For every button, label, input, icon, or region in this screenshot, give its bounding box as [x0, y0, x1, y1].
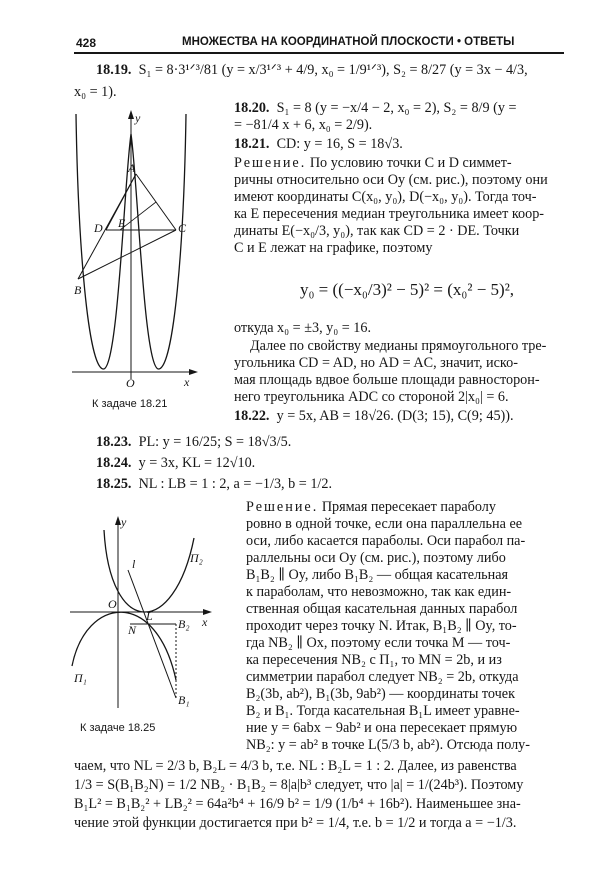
page-number: 428: [76, 36, 97, 50]
solution-line: раллельны оси Oy (см. рис.), поэтому либо: [246, 550, 506, 566]
label-x: x: [202, 615, 208, 629]
solution-line: C и E лежат на графике, поэтому: [234, 240, 433, 256]
label-C: C: [178, 221, 187, 235]
solution-line: ка E пересечения медиан треугольника имеет коор-: [234, 206, 545, 222]
solution-text: По условию точки C и D симмет-: [309, 155, 512, 171]
answer-line: S₁ = 8 (y = −x/4 − 2, x₀ = 2), S₂ = 8/9 (y =: [276, 100, 517, 116]
solution-line: B₁L² = B₁B₂² + LB₂² = 64a²b⁴ + 16/9 b² = 1/9 (1/b⁴ + 16b²). Наименьшее зна-: [74, 796, 521, 812]
solution-line: проходит через точку N. Итак, B₁B₂ ∥ Oy, то-: [246, 618, 517, 634]
answer-line: CD: y = 16, S = 18√3.: [276, 136, 403, 152]
answer-line: S₁ = 8·3¹ᐟ³/81 (y = x/3¹ᐟ³ + 4/9, x₀ = 1/9¹ᐟ³), S₂ = 8/27 (y = 3x − 4/3,: [138, 62, 528, 78]
solution-line: B₂ и B₁. Тогда касательная B₁L имеет уравне-: [246, 703, 520, 719]
label-B2: B₂: [178, 617, 190, 631]
solution-line: ровно в одной точке, если она параллельна ее: [246, 516, 523, 532]
label-P1: Π₁: [74, 671, 87, 685]
problem-18-21: [234, 136, 403, 153]
label-y: y: [121, 515, 127, 529]
figure-caption: К задаче 18.21: [92, 398, 168, 410]
answer-continuation: x₀ = 1).: [74, 84, 117, 100]
problem-number: 18.25.: [96, 476, 132, 492]
problem-number: 18.24.: [96, 455, 132, 471]
solution-line: к параболам, что невозможно, так как един-: [246, 584, 512, 600]
solution-line: NB₂: y = ab² в точке L(5/3 b, ab²). Отсюда полу-: [246, 737, 530, 753]
solution-line: 1/3 = S(B₁B₂N) = 1/2 NB₂ · B₁B₂ = 8|a|b³ следует, что |a| = 1/(24b³). Поэтому: [74, 777, 524, 793]
solution-line: [246, 499, 496, 516]
solution-line: гда NB₂ ∥ Ox, поэтому если точка M — точ-: [246, 635, 511, 651]
figure-18-25: [66, 508, 226, 728]
figure-caption: К задаче 18.25: [80, 722, 156, 734]
side-BC: [78, 230, 176, 279]
solution-line: ние y = 6abx − 9ab² и она пересекает прямую: [246, 720, 518, 736]
solution-line: оси, либо касается параболы. Оси парабол па-: [246, 533, 526, 549]
side-AB: [78, 174, 136, 279]
solution-line: динаты E(−x₀/3, y₀), так как CD = 2 · DE. Точки: [234, 223, 520, 239]
figure-18-21: [66, 104, 206, 394]
answer-continuation: = −81/4 x + 6, x₀ = 2/9).: [234, 117, 373, 133]
problem-number: 18.23.: [96, 434, 132, 450]
solution-line: B₁B₂ ∥ Oy, либо B₁B₂ — общая касательная: [246, 567, 509, 583]
label-P2: Π₂: [190, 551, 203, 565]
solution-line: откуда x₀ = ±3, y₀ = 16.: [234, 320, 372, 336]
solution-line: чаем, что NL = 2/3 b, B₂L = 4/3 b, т.е. NL : B₂L = 1 : 2. Далее, из равенства: [74, 758, 517, 774]
solution-line: имеют координаты C(x₀, y₀), D(−x₀, y₀). Тогда точ-: [234, 189, 537, 205]
label-x: x: [184, 375, 190, 389]
problem-18-25: [96, 476, 332, 493]
solution-line: угольника CD = AD, но AD = AC, значит, иско-: [234, 355, 518, 371]
label-O: O: [126, 376, 135, 390]
label-y: y: [135, 111, 141, 125]
solution-line: мая площадь вдвое больше площади равносторон-: [234, 372, 540, 388]
answer-line: y = 3x, KL = 12√10.: [138, 455, 256, 471]
solution-line: ричны относительно оси Oy (см. рис.), поэтому они: [234, 172, 548, 188]
solution-line: Далее по свойству медианы прямоугольного тре-: [250, 338, 547, 354]
label-L: L: [146, 609, 153, 623]
solution-line: чение этой функции достигается при b² = 1/4, т.е. b = 1/2 и тогда a = −1/3.: [74, 815, 517, 831]
label-O: O: [108, 597, 117, 611]
label-A: A: [128, 161, 136, 175]
parabola-P1: [72, 612, 176, 680]
label-B1: B₁: [178, 693, 190, 707]
label-N: N: [128, 623, 137, 637]
x-axis-arrow: [189, 369, 198, 375]
answer-line: PL: y = 16/25; S = 18√3/5.: [138, 434, 292, 450]
answer-line: y = 5x, AB = 18√26. (D(3; 15), C(9; 45)).: [276, 408, 514, 424]
solution-label: Решение.: [234, 155, 307, 171]
problem-18-20: [234, 100, 516, 117]
label-B: B: [74, 283, 82, 297]
display-equation: y₀ = ((−x₀/3)² − 5)² = (x₀² − 5)²,: [300, 280, 515, 299]
solution-line: [234, 155, 512, 172]
answer-line: NL : LB = 1 : 2, a = −1/3, b = 1/2.: [138, 476, 333, 492]
problem-number: 18.20.: [234, 100, 270, 116]
solution-line: B₂(3b, ab²), B₁(3b, 9ab²) — координаты точек: [246, 686, 515, 702]
problem-18-19: [96, 62, 528, 79]
problem-number: 18.21.: [234, 136, 270, 152]
solution-line: ственная общая касательная данных парабол: [246, 601, 518, 617]
solution-label: Решение.: [246, 499, 319, 515]
problem-number: 18.19.: [96, 62, 132, 78]
solution-line: ка пересечения NB₂ с Π₁, то MN = 2b, и из: [246, 652, 502, 668]
label-D: D: [94, 221, 103, 235]
problem-18-23: [96, 434, 291, 451]
solution-line: него треугольника ADC со стороной 2|x₀| = 6.: [234, 389, 509, 405]
running-title: МНОЖЕСТВА НА КООРДИНАТНОЙ ПЛОСКОСТИ • ОТВЕТЫ: [182, 36, 515, 48]
header-rule: [74, 52, 564, 54]
problem-18-22: [234, 408, 514, 425]
label-l: l: [132, 557, 136, 571]
problem-number: 18.22.: [234, 408, 270, 424]
problem-18-24: [96, 455, 255, 472]
y-axis-arrow: [128, 110, 134, 119]
label-E: E: [118, 216, 126, 230]
solution-line: симметрии парабол следует NB₂ = 2b, откуда: [246, 669, 519, 685]
solution-text: Прямая пересекает параболу: [321, 499, 496, 515]
